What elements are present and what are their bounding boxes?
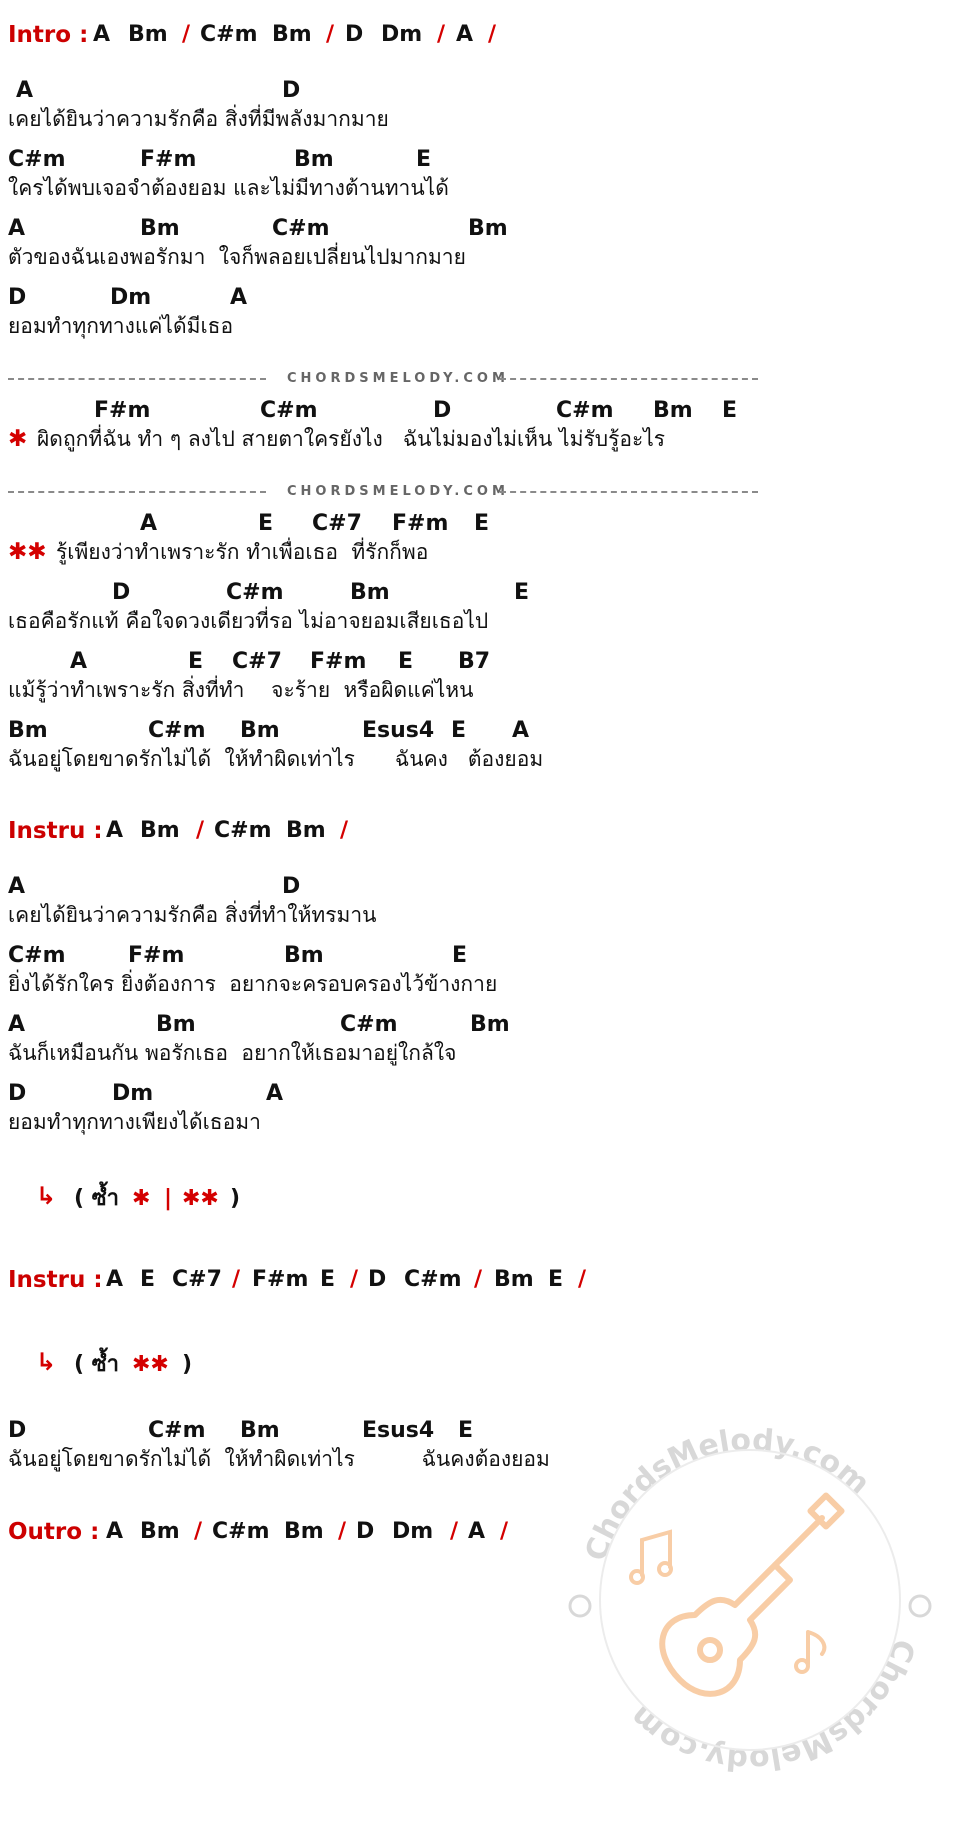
double-asterisk-mark: ✱✱ [182, 1186, 219, 1211]
chord: E [140, 1267, 156, 1292]
chord: Bm [286, 818, 326, 843]
chord: D [368, 1267, 387, 1292]
chord: C#m [212, 1519, 270, 1544]
chord: Bm [284, 1519, 324, 1544]
slash: / [500, 1519, 509, 1544]
chord: E [458, 1418, 474, 1443]
chord: Bm [468, 216, 508, 241]
repeat-open: ( ซ้ำ [74, 1186, 119, 1211]
chord: Bm [140, 818, 180, 843]
chord: E [398, 649, 414, 674]
chord: Bm [128, 22, 168, 47]
chord: D [282, 78, 301, 103]
chord: C#7 [232, 649, 282, 674]
lyric-line: ฉันอยู่โดยขาดรักไม่ได้ ให้ทำผิดเท่าไร ฉันคง ต้องยอม [8, 747, 544, 771]
chord: C#m [226, 580, 284, 605]
chord: Bm [272, 22, 312, 47]
chord: C#m [260, 398, 318, 423]
slash: / [182, 22, 191, 47]
chord: F#m [392, 511, 449, 536]
chord: Dm [110, 285, 152, 310]
chord: C#m [8, 147, 66, 172]
separator-text: CHORDSMELODY.COM [287, 484, 509, 499]
guitar-icon [662, 1495, 841, 1693]
chord: Dm [112, 1081, 154, 1106]
slash: / [340, 818, 349, 843]
lyric-line: ยิ่งได้รักใคร ยิ่งต้องการ อยากจะครอบครองไว้ข้างกาย [8, 972, 498, 996]
chord: F#m [140, 147, 197, 172]
asterisk-mark: ✱ [132, 1186, 151, 1211]
chord: A [456, 22, 474, 47]
chord: E [416, 147, 432, 172]
slash: / [450, 1519, 459, 1544]
double-asterisk-mark: ✱✱ [132, 1352, 169, 1377]
chord: E [452, 943, 468, 968]
chord: E [451, 718, 467, 743]
watermark-text-bottom: ChordsMelody.com [623, 1634, 922, 1778]
chord: C#m [214, 818, 272, 843]
slash: / [196, 818, 205, 843]
slash: / [338, 1519, 347, 1544]
watermark-logo [560, 1400, 940, 1800]
lyric-line: ตัวของฉันเองพอรักมา ใจก็พลอยเปลี่ยนไปมากมาย [8, 245, 466, 269]
slash: / [488, 22, 497, 47]
chord: Bm [8, 718, 48, 743]
lyric-line: ฉันอยู่โดยขาดรักไม่ได้ ให้ทำผิดเท่าไร ฉันคงต้องยอม [8, 1447, 550, 1471]
intro-label: Intro : [8, 22, 89, 48]
chord: E [258, 511, 274, 536]
slash: / [437, 22, 446, 47]
chord: D [112, 580, 131, 605]
chord: D [282, 874, 301, 899]
asterisk-mark: ✱ [8, 426, 28, 452]
slash: / [350, 1267, 359, 1292]
dashed-rule [500, 378, 758, 380]
slash: / [578, 1267, 587, 1292]
watermark-text-top: ChordsMelody.com [578, 1422, 877, 1566]
slash: / [232, 1267, 241, 1292]
chord: D [433, 398, 452, 423]
chord: Bm [294, 147, 334, 172]
chord: A [70, 649, 88, 674]
chord: C#m [200, 22, 258, 47]
return-arrow-icon: ↳ [36, 1348, 57, 1376]
slash: / [474, 1267, 483, 1292]
pick-icon [570, 1596, 930, 1616]
double-asterisk-mark: ✱✱ [8, 539, 47, 565]
chord: C#7 [312, 511, 362, 536]
chord: Dm [392, 1519, 434, 1544]
chord: D [8, 1081, 27, 1106]
chord: E [188, 649, 204, 674]
chord: E [548, 1267, 564, 1292]
chord: E [474, 511, 490, 536]
chord: A [8, 216, 26, 241]
dashed-rule [8, 491, 266, 493]
chord: F#m [94, 398, 151, 423]
chord: Bm [470, 1012, 510, 1037]
chord: A [266, 1081, 284, 1106]
chord: C#m [404, 1267, 462, 1292]
chord: B7 [458, 649, 491, 674]
chord: F#m [310, 649, 367, 674]
chord: A [93, 22, 111, 47]
chord: Bm [494, 1267, 534, 1292]
chord: D [8, 285, 27, 310]
chord: A [106, 1267, 124, 1292]
instru-label: Instru : [8, 1267, 103, 1293]
bar-separator: | [164, 1186, 173, 1211]
chord: A [140, 511, 158, 536]
chord: C#7 [172, 1267, 222, 1292]
chord: F#m [128, 943, 185, 968]
chord: C#m [148, 718, 206, 743]
slash: / [326, 22, 335, 47]
chord: D [356, 1519, 375, 1544]
lyric-line: ยอมทำทุกทางแค่ได้มีเธอ [8, 314, 234, 338]
repeat-open: ( ซ้ำ [74, 1352, 119, 1377]
chord: A [230, 285, 248, 310]
chord: A [512, 718, 530, 743]
chord: Bm [240, 1418, 280, 1443]
repeat-close: ) [230, 1186, 241, 1211]
chord: Bm [156, 1012, 196, 1037]
chord: Bm [653, 398, 693, 423]
lyric-line: เคยได้ยินว่าความรักคือ สิ่งที่มีพลังมากมาย [8, 107, 389, 131]
outro-label: Outro : [8, 1519, 100, 1545]
chord: Bm [140, 216, 180, 241]
chord: A [106, 1519, 124, 1544]
lyric-line: ฉันก็เหมือนกัน พอรักเธอ อยากให้เธอมาอยู่ใกล้ใจ [8, 1041, 457, 1065]
chord: C#m [148, 1418, 206, 1443]
chord: Dm [381, 22, 423, 47]
dashed-rule [8, 378, 266, 380]
chord: E [722, 398, 738, 423]
repeat-close: ) [182, 1352, 193, 1377]
chord: D [345, 22, 364, 47]
lyric-line: รู้เพียงว่าทำเพราะรัก ทำเพื่อเธอ ที่รักก็พอ [56, 540, 429, 564]
chord: A [16, 78, 34, 103]
dashed-rule [500, 491, 758, 493]
lyric-line: แม้รู้ว่าทำเพราะรัก สิ่งที่ทำ จะร้าย หรือผิดแค่ไหน [8, 678, 474, 702]
chord: Esus4 [362, 718, 435, 743]
chord: A [8, 1012, 26, 1037]
chord: C#m [556, 398, 614, 423]
lyric-line: เธอคือรักแท้ คือใจดวงเดียวที่รอ ไม่อาจยอมเสียเธอไป [8, 609, 489, 633]
chord: Bm [240, 718, 280, 743]
chord: F#m [252, 1267, 309, 1292]
chord: A [8, 874, 26, 899]
lyric-line: ใครได้พบเจอจำต้องยอม และไม่มีทางต้านทานได้ [8, 176, 449, 200]
lyric-line: ยอมทำทุกทางเพียงได้เธอมา [8, 1110, 261, 1134]
instru-label: Instru : [8, 818, 103, 844]
chord: C#m [340, 1012, 398, 1037]
chord: A [106, 818, 124, 843]
chord: C#m [8, 943, 66, 968]
chord: Bm [350, 580, 390, 605]
chord: Esus4 [362, 1418, 435, 1443]
chord: C#m [272, 216, 330, 241]
chord: Bm [140, 1519, 180, 1544]
chord: E [514, 580, 530, 605]
chord: E [320, 1267, 336, 1292]
chord: A [468, 1519, 486, 1544]
separator-text: CHORDSMELODY.COM [287, 371, 509, 386]
lyric-line: เคยได้ยินว่าความรักคือ สิ่งที่ทำให้ทรมาน [8, 903, 377, 927]
return-arrow-icon: ↳ [36, 1182, 57, 1210]
lyric-line: ผิดถูกที่ฉัน ทำ ๆ ลงไป สายตาใครยังไง ฉันไม่มองไม่เห็น ไม่รับรู้อะไร [37, 427, 666, 451]
slash: / [194, 1519, 203, 1544]
chord: Bm [284, 943, 324, 968]
chord: D [8, 1418, 27, 1443]
